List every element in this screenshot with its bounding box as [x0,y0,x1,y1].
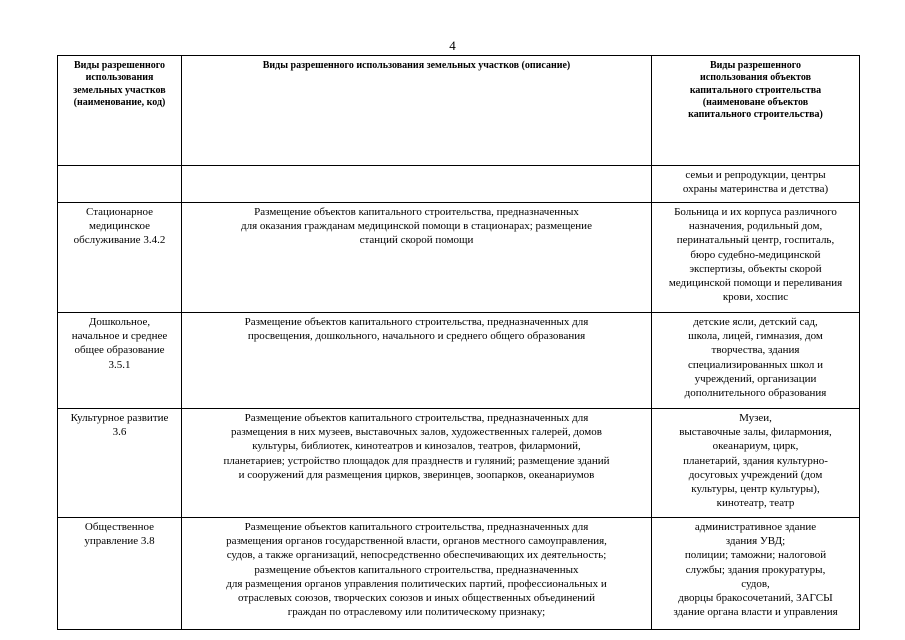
table-row [58,518,860,630]
page-number: 4 [449,38,456,53]
table-row [58,166,860,203]
table-row [58,313,860,409]
land-use-description-cell: Размещение объектов капитального строительства, предназначенных для оказания гражданам медицинской помощи в стационарах; размещение станций скорой помощи [182,203,652,313]
land-use-name-cell: Культурное развитие 3.6 [58,409,182,518]
capital-objects-cell: семьи и репродукции, центры охраны материнства и детства) [652,166,860,203]
header-capital-objects: Виды разрешенного использования объектов капитального строительства (наименоване объектов капитального строительства) [652,56,860,166]
capital-objects-cell: Больница и их корпуса различного назначения, родильный дом, перинатальный центр, госпиталь, бюро судебно-медицинской экспертизы, объекты скорой медицинской помощи и переливания крови, хоспис [652,203,860,313]
table-row [58,203,860,313]
land-use-name-cell [58,166,182,203]
table-row [58,409,860,518]
land-use-description-cell: Размещение объектов капитального строительства, предназначенных для размещения органов государственной власти, органов местного самоуправления, судов, а также организаций, непосредственно обеспечивающих их деятельность; размещение объектов капитального строительства, предназначенных для размещения органов управления политических партий, профессиональных и отраслевых союзов, творческих союзов и иных общественных объединений граждан по отраслевому или политическому признаку; [182,518,652,630]
land-use-description-cell: Размещение объектов капитального строительства, предназначенных для размещения в них музеев, выставочных залов, художественных галерей, домов культуры, библиотек, кинотеатров и кинозалов, театров, филармоний, планетариев; устройство площадок для празднеств и гуляний; размещение зданий и сооружений для размещения цирков, зверинцев, зоопарков, океанариумов [182,409,652,518]
capital-objects-cell: административное здание здания УВД; полиции; таможни; налоговой службы; здания прокуратуры, судов, дворцы бракосочетаний, ЗАГСЫ здание органа власти и управления [652,518,860,630]
land-use-name-cell: Общественное управление 3.8 [58,518,182,630]
land-use-name-cell: Дошкольное, начальное и среднее общее образование 3.5.1 [58,313,182,409]
land-use-table [57,55,860,630]
capital-objects-cell: детские ясли, детский сад, школа, лицей, гимназия, дом творчества, здания специализированных школ и учреждений, организации дополнительного образования [652,313,860,409]
land-use-name-cell: Стационарное медицинское обслуживание 3.4.2 [58,203,182,313]
capital-objects-cell: Музеи, выставочные залы, филармония, океанариум, цирк, планетарий, здания культурно- досуговых учреждений (дом культуры, центр культуры), кинотеатр, театр [652,409,860,518]
table-header-row [58,56,860,166]
land-use-description-cell: Размещение объектов капитального строительства, предназначенных для просвещения, дошкольного, начального и среднего общего образования [182,313,652,409]
land-use-description-cell [182,166,652,203]
header-land-use-name: Виды разрешенного использования земельных участков (наименование, код) [58,56,182,166]
header-land-use-description: Виды разрешенного использования земельных участков (описание) [182,56,652,166]
